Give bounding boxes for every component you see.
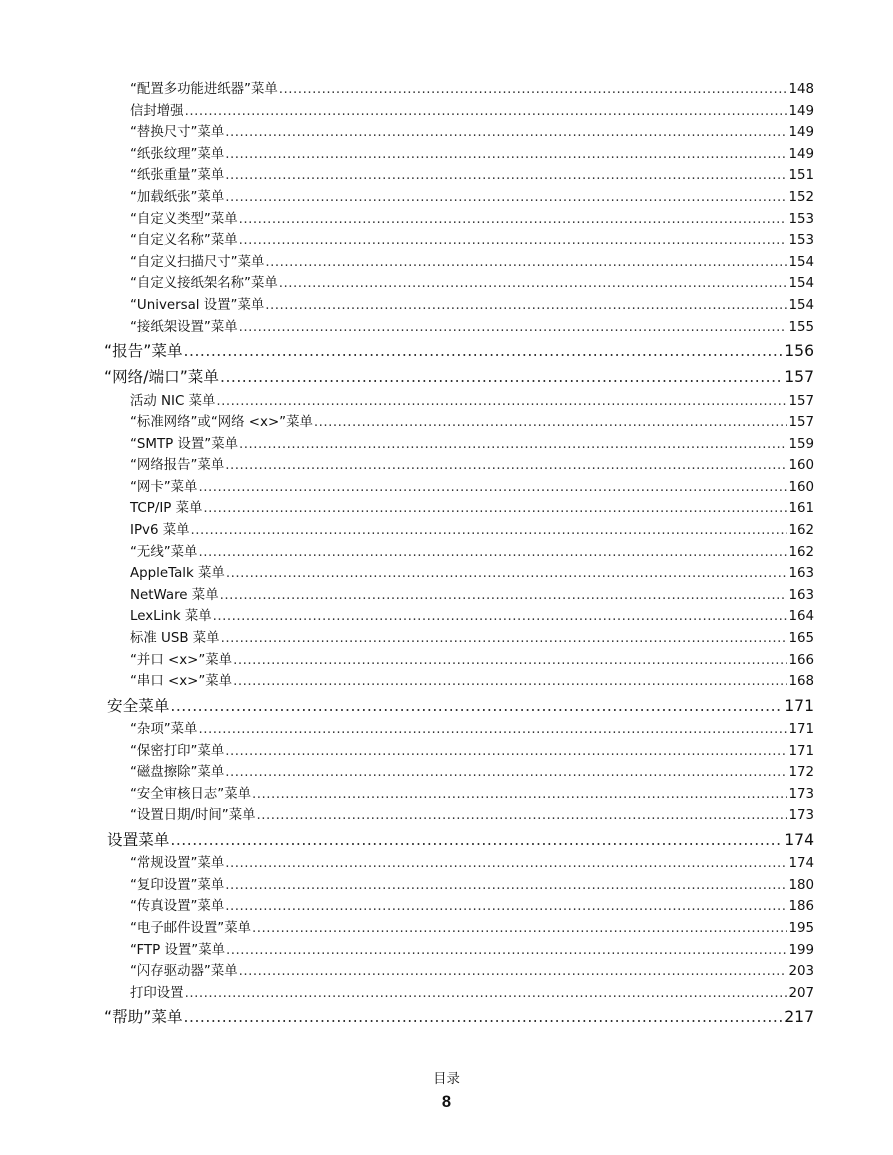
toc-subsection-entry[interactable] — [104, 784, 814, 806]
toc-entry-page-number: 173 — [788, 808, 814, 824]
toc-entry-page-number: 199 — [788, 942, 814, 958]
toc-entry-page-number: 163 — [788, 587, 814, 603]
toc-entry-page-number: 160 — [788, 479, 814, 495]
toc-dot-leader — [216, 391, 787, 413]
toc-subsection-entry[interactable] — [104, 719, 814, 741]
toc-subsection-entry[interactable] — [104, 671, 814, 693]
toc-subsection-entry[interactable] — [104, 101, 814, 123]
toc-dot-leader — [239, 317, 788, 339]
toc-subsection-entry[interactable] — [104, 805, 814, 827]
toc-dot-leader — [265, 295, 787, 317]
toc-dot-leader — [198, 477, 787, 499]
toc-entry-page-number: 162 — [788, 544, 814, 560]
toc-entry-page-number: 195 — [788, 920, 814, 936]
toc-entry-page-number: 186 — [788, 899, 814, 915]
toc-subsection-entry[interactable] — [104, 853, 814, 875]
toc-dot-leader — [198, 542, 787, 564]
toc-entry-page-number: 157 — [788, 415, 814, 431]
toc-subsection-entry[interactable] — [104, 144, 814, 166]
toc-entry-title: 设置菜单 — [107, 830, 170, 849]
toc-entry-title: “网络/端口”菜单 — [104, 368, 219, 387]
toc-entry-page-number: 155 — [788, 319, 814, 335]
toc-entry-title: 活动 NIC 菜单 — [130, 393, 216, 409]
toc-entry-page-number: 180 — [788, 877, 814, 893]
toc-entry-title: IPv6 菜单 — [130, 523, 190, 539]
toc-dot-leader — [184, 1004, 784, 1030]
toc-subsection-entry[interactable] — [104, 606, 814, 628]
toc-entry-title: “无线”菜单 — [130, 544, 198, 560]
toc-dot-leader — [220, 364, 783, 390]
toc-entry-title: “接纸架设置”菜单 — [130, 319, 238, 335]
toc-entry-title: “FTP 设置”菜单 — [130, 942, 226, 958]
toc-entry-page-number: 203 — [788, 964, 814, 980]
toc-subsection-entry[interactable] — [104, 520, 814, 542]
toc-entry-page-number: 174 — [784, 830, 814, 849]
toc-dot-leader — [221, 628, 788, 650]
toc-subsection-entry[interactable] — [104, 498, 814, 520]
toc-subsection-entry[interactable] — [104, 875, 814, 897]
toc-subsection-entry[interactable] — [104, 273, 814, 295]
toc-entry-page-number: 162 — [788, 523, 814, 539]
toc-entry-page-number: 153 — [788, 233, 814, 249]
toc-dot-leader — [225, 875, 787, 897]
toc-dot-leader — [213, 606, 788, 628]
toc-dot-leader — [225, 165, 787, 187]
toc-section-entry[interactable] — [104, 364, 814, 390]
toc-dot-leader — [225, 187, 787, 209]
toc-entry-title: TCP/IP 菜单 — [130, 501, 203, 517]
toc-subsection-entry[interactable] — [104, 317, 814, 339]
toc-subsection-entry[interactable] — [104, 295, 814, 317]
toc-subsection-entry[interactable] — [104, 961, 814, 983]
toc-dot-leader — [225, 762, 787, 784]
toc-entry-title: “传真设置”菜单 — [130, 899, 225, 915]
toc-section-entry[interactable] — [104, 827, 814, 853]
toc-entry-title: “SMTP 设置”菜单 — [130, 436, 239, 452]
toc-dot-leader — [185, 101, 788, 123]
toc-entry-title: “标准网络”或“网络 <x>”菜单 — [130, 415, 313, 431]
toc-entry-title: “纸张纹理”菜单 — [130, 146, 225, 162]
toc-dot-leader — [185, 983, 788, 1005]
toc-dot-leader — [257, 805, 788, 827]
toc-entry-title: “纸张重量”菜单 — [130, 168, 225, 184]
toc-subsection-entry[interactable] — [104, 412, 814, 434]
toc-subsection-entry[interactable] — [104, 434, 814, 456]
toc-entry-title: LexLink 菜单 — [130, 609, 212, 625]
toc-subsection-entry[interactable] — [104, 585, 814, 607]
toc-entry-title: “报告”菜单 — [104, 342, 183, 361]
toc-entry-page-number: 207 — [788, 985, 814, 1001]
toc-entry-page-number: 159 — [788, 436, 814, 452]
footer-page-number: 8 — [441, 1093, 452, 1111]
toc-subsection-entry[interactable] — [104, 187, 814, 209]
toc-entry-page-number: 161 — [788, 501, 814, 517]
toc-dot-leader — [203, 498, 787, 520]
toc-dot-leader — [314, 412, 788, 434]
toc-dot-leader — [225, 144, 787, 166]
toc-entry-title: “并口 <x>”菜单 — [130, 652, 233, 668]
toc-entry-title: AppleTalk 菜单 — [130, 566, 225, 582]
toc-subsection-entry[interactable] — [104, 165, 814, 187]
toc-dot-leader — [279, 79, 788, 101]
toc-entry-title: “自定义扫描尺寸”菜单 — [130, 254, 265, 270]
toc-entry-page-number: 157 — [784, 368, 814, 387]
toc-entry-title: 安全菜单 — [107, 696, 170, 715]
toc-subsection-entry[interactable] — [104, 983, 814, 1005]
toc-entry-title: “自定义名称”菜单 — [130, 233, 238, 249]
toc-entry-title: “自定义类型”菜单 — [130, 211, 238, 227]
toc-entry-page-number: 165 — [788, 631, 814, 647]
toc-entry-title: NetWare 菜单 — [130, 587, 219, 603]
toc-subsection-entry[interactable] — [104, 896, 814, 918]
toc-entry-page-number: 154 — [788, 276, 814, 292]
toc-entry-page-number: 168 — [788, 674, 814, 690]
toc-dot-leader — [225, 455, 787, 477]
toc-entry-title: 打印设置 — [130, 985, 184, 1001]
toc-entry-page-number: 163 — [788, 566, 814, 582]
toc-entry-page-number: 156 — [784, 342, 814, 361]
toc-dot-leader — [252, 918, 787, 940]
toc-entry-title: “自定义接纸架名称”菜单 — [130, 276, 278, 292]
toc-entry-title: “电子邮件设置”菜单 — [130, 920, 251, 936]
toc-entry-page-number: 217 — [784, 1008, 814, 1027]
toc-subsection-entry[interactable] — [104, 391, 814, 413]
toc-entry-title: “网络报告”菜单 — [130, 458, 225, 474]
toc-section-entry[interactable] — [104, 693, 814, 719]
footer-section-label: 目录 — [433, 1072, 460, 1087]
toc-entry-page-number: 164 — [788, 609, 814, 625]
toc-dot-leader — [265, 252, 787, 274]
toc-dot-leader — [239, 209, 788, 231]
toc-entry-title: “设置日期/时间”菜单 — [130, 808, 256, 824]
toc-subsection-entry[interactable] — [104, 455, 814, 477]
toc-entry-title: “磁盘擦除”菜单 — [130, 765, 225, 781]
toc-entry-title: “配置多功能进纸器”菜单 — [130, 82, 278, 97]
toc-entry-page-number: 149 — [788, 103, 814, 119]
toc-entry-title: “常规设置”菜单 — [130, 856, 225, 872]
toc-dot-leader — [225, 853, 787, 875]
toc-dot-leader — [191, 520, 788, 542]
toc-entry-page-number: 154 — [788, 254, 814, 270]
toc-entry-page-number: 166 — [788, 652, 814, 668]
toc-dot-leader — [239, 434, 787, 456]
toc-entry-title: 标准 USB 菜单 — [130, 631, 220, 647]
toc-dot-leader — [252, 784, 787, 806]
toc-entry-page-number: 152 — [788, 189, 814, 205]
toc-subsection-entry[interactable] — [104, 563, 814, 585]
toc-entry-title: “复印设置”菜单 — [130, 877, 225, 893]
toc-subsection-entry[interactable] — [104, 122, 814, 144]
toc-dot-leader — [233, 671, 787, 693]
toc-entry-page-number: 173 — [788, 786, 814, 802]
toc-section-entry[interactable] — [104, 338, 814, 364]
toc-subsection-entry[interactable] — [104, 477, 814, 499]
toc-section-entry[interactable] — [104, 1004, 814, 1030]
toc-subsection-entry[interactable] — [104, 940, 814, 962]
toc-entry-page-number: 153 — [788, 211, 814, 227]
toc-entry-page-number: 171 — [788, 743, 814, 759]
toc-entry-page-number: 160 — [788, 458, 814, 474]
toc-entry-page-number: 148 — [788, 82, 814, 97]
toc-entry-title: “杂项”菜单 — [130, 722, 198, 737]
toc-entry-page-number: 154 — [788, 297, 814, 313]
toc-dot-leader — [198, 719, 787, 741]
toc-entry-page-number: 171 — [788, 722, 814, 737]
toc-dot-leader — [170, 827, 783, 853]
toc-dot-leader — [225, 741, 787, 763]
toc-entry-page-number: 171 — [784, 696, 814, 715]
toc-entry-page-number: 151 — [788, 168, 814, 184]
toc-subsection-entry[interactable] — [104, 230, 814, 252]
toc-entry-page-number: 174 — [788, 856, 814, 872]
toc-subsection-entry[interactable] — [104, 252, 814, 274]
toc-subsection-entry[interactable] — [104, 209, 814, 231]
toc-subsection-entry[interactable] — [104, 628, 814, 650]
table-of-contents — [104, 79, 814, 1031]
toc-subsection-entry[interactable] — [104, 650, 814, 672]
toc-subsection-entry[interactable] — [104, 542, 814, 564]
toc-subsection-entry[interactable] — [104, 79, 814, 101]
toc-entry-page-number: 157 — [788, 393, 814, 409]
toc-entry-title: “安全审核日志”菜单 — [130, 786, 251, 802]
toc-entry-title: “帮助”菜单 — [104, 1008, 183, 1027]
toc-dot-leader — [184, 338, 784, 364]
toc-subsection-entry[interactable] — [104, 741, 814, 763]
toc-entry-page-number: 172 — [788, 765, 814, 781]
toc-subsection-entry[interactable] — [104, 918, 814, 940]
toc-dot-leader — [279, 273, 788, 295]
toc-entry-title: “串口 <x>”菜单 — [130, 674, 233, 690]
toc-dot-leader — [225, 896, 787, 918]
toc-dot-leader — [233, 650, 787, 672]
toc-dot-leader — [239, 961, 788, 983]
toc-dot-leader — [226, 563, 788, 585]
toc-entry-title: “保密打印”菜单 — [130, 743, 225, 759]
toc-entry-title: “Universal 设置”菜单 — [130, 297, 265, 313]
toc-dot-leader — [225, 122, 787, 144]
toc-dot-leader — [226, 940, 787, 962]
toc-entry-title: 信封增强 — [130, 103, 184, 119]
toc-subsection-entry[interactable] — [104, 762, 814, 784]
toc-entry-title: “网卡”菜单 — [130, 479, 198, 495]
toc-entry-title: “加载纸张”菜单 — [130, 189, 225, 205]
toc-dot-leader — [239, 230, 788, 252]
toc-entry-title: “闪存驱动器”菜单 — [130, 964, 238, 980]
toc-entry-title: “替换尺寸”菜单 — [130, 125, 225, 141]
toc-entry-page-number: 149 — [788, 146, 814, 162]
toc-entry-page-number: 149 — [788, 125, 814, 141]
toc-dot-leader — [220, 585, 788, 607]
toc-dot-leader — [170, 693, 783, 719]
